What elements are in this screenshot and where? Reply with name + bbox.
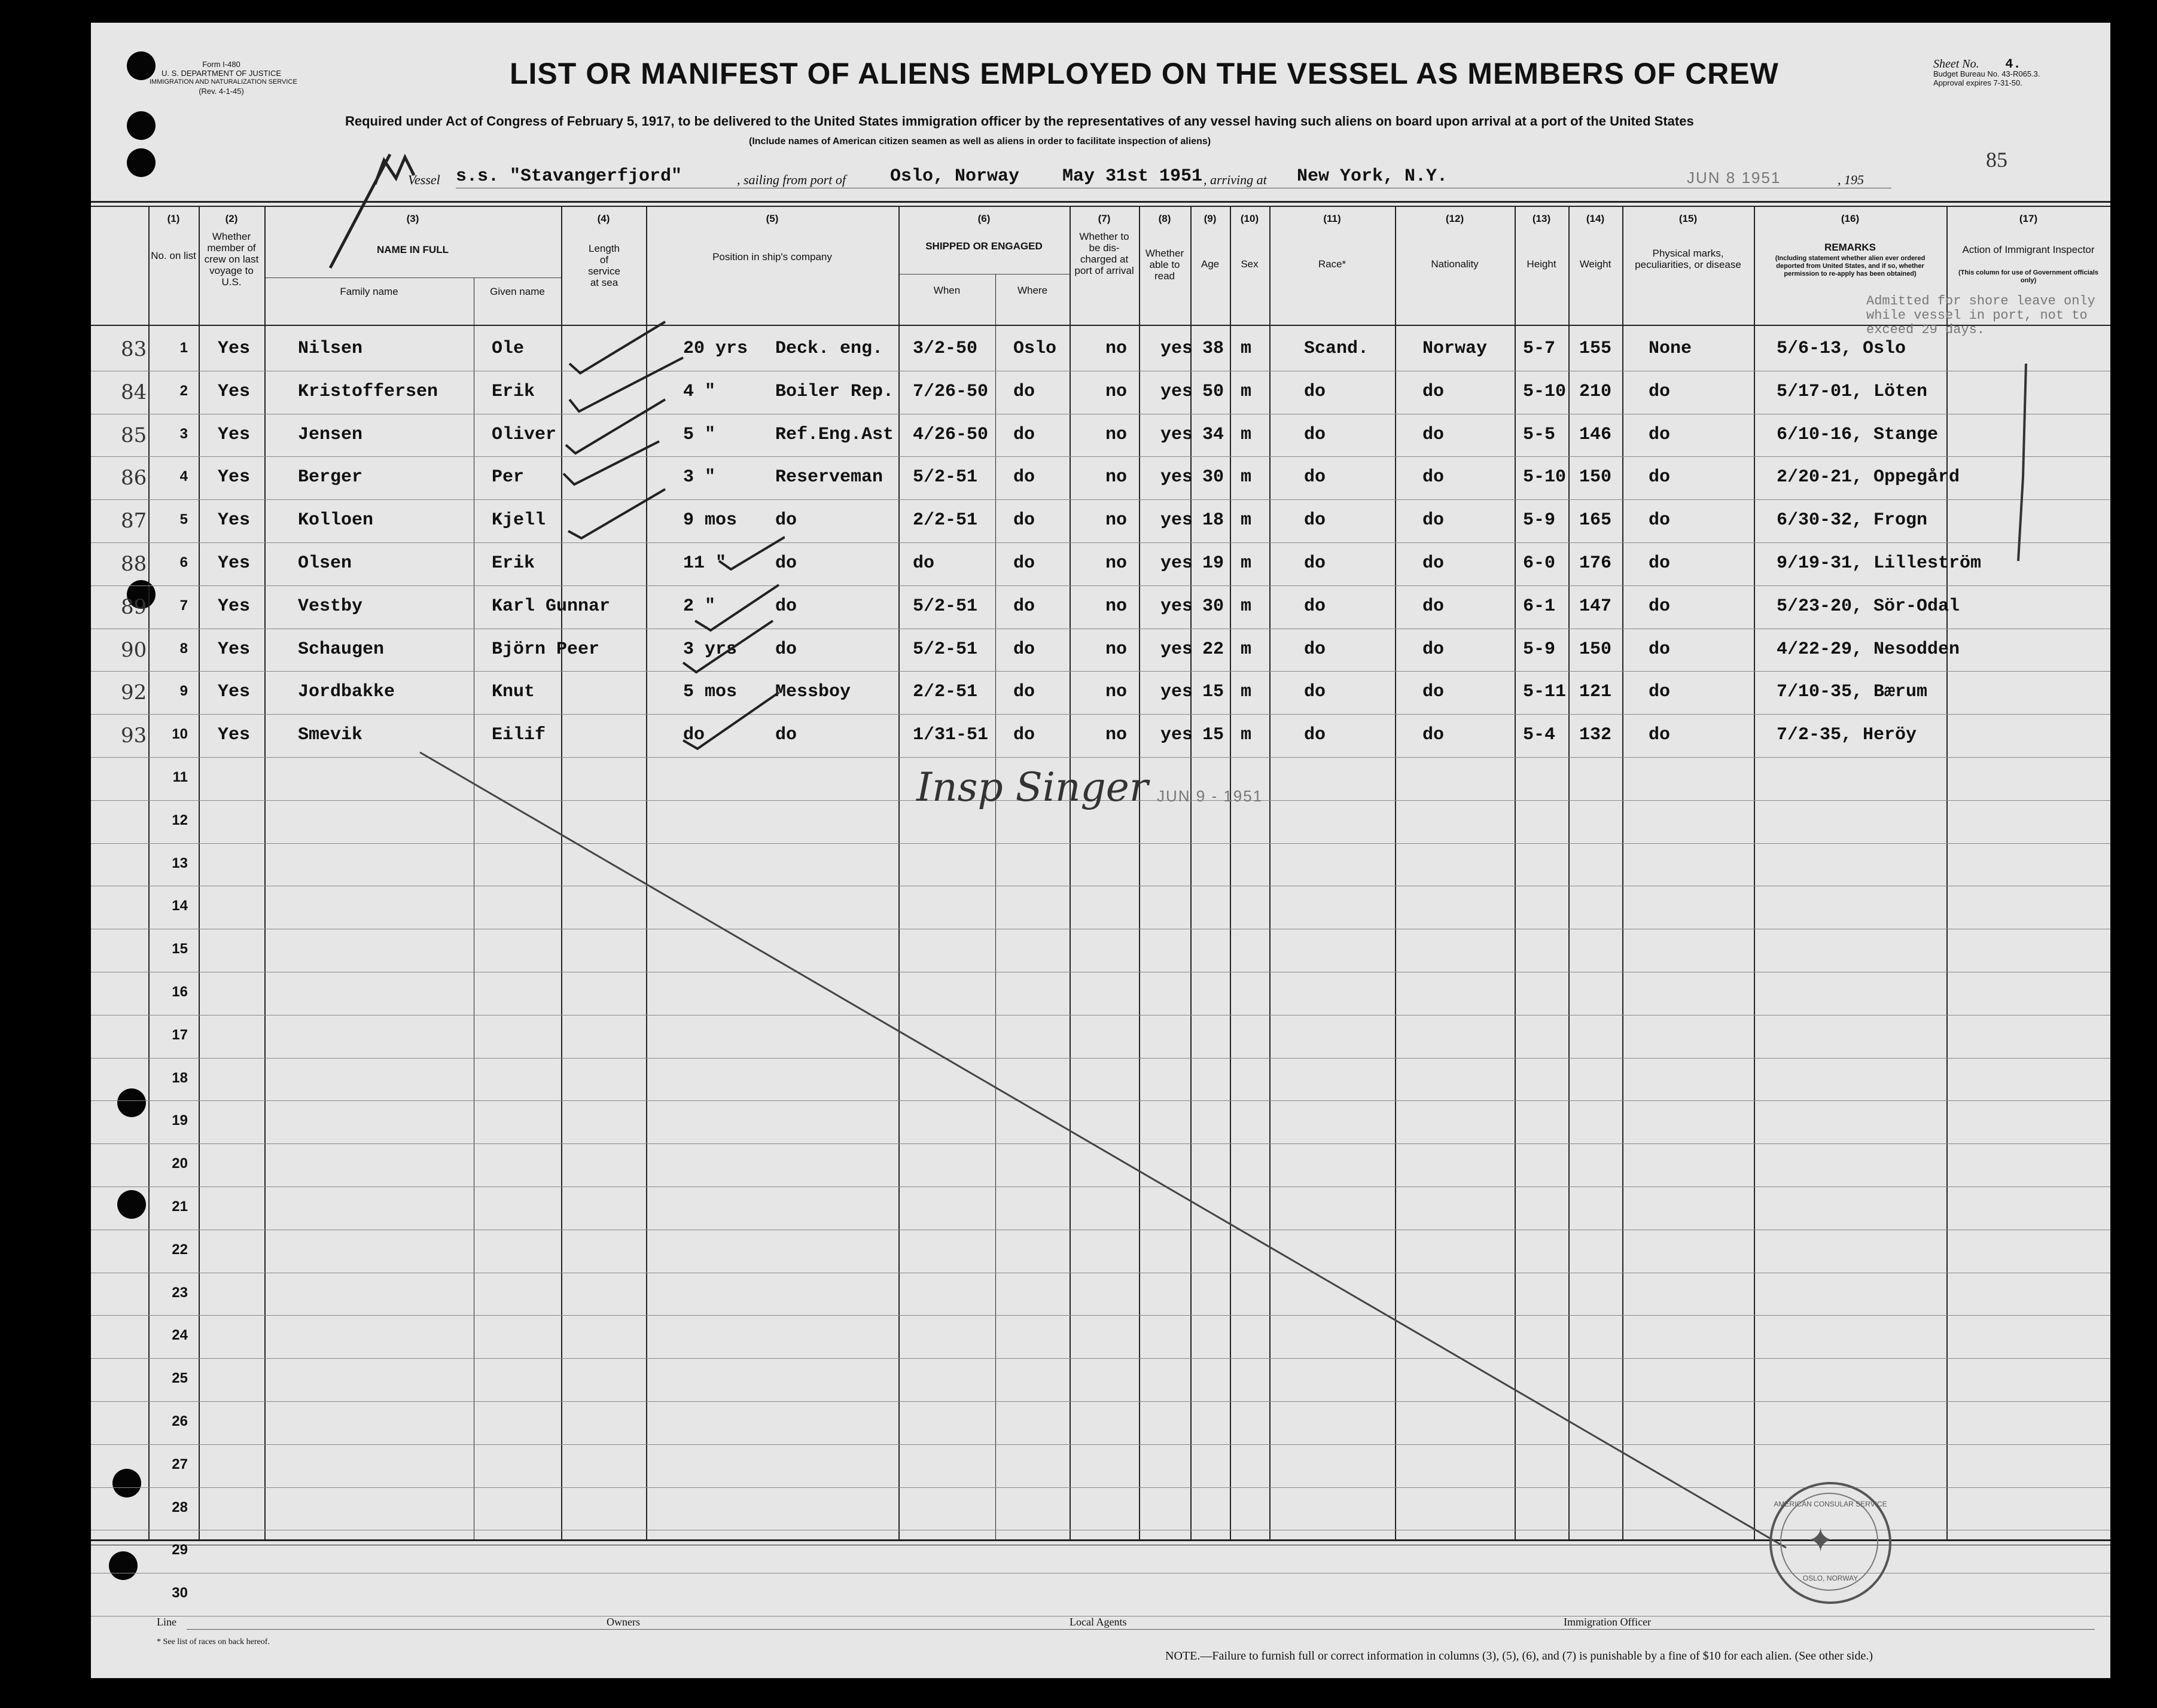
cell-read: yes (1160, 382, 1193, 402)
cell-marks: do (1649, 425, 1671, 445)
cell-nationality: do (1422, 682, 1445, 702)
row-number: 8 (179, 640, 188, 657)
cell-position: do (775, 596, 797, 617)
budget-bureau: Budget Bureau No. 43-R065.3. (1933, 69, 2040, 78)
cell-sex: m (1241, 425, 1252, 445)
row-number: 11 (172, 769, 188, 785)
cell-marks: do (1649, 510, 1671, 530)
cell-weight: 150 (1579, 467, 1612, 487)
cell-sex: m (1241, 553, 1252, 574)
cell-given: Erik (492, 553, 535, 574)
cell-crew: Yes (218, 682, 251, 702)
cell-read: yes (1160, 425, 1193, 445)
cell-where: do (1013, 425, 1035, 445)
seal-top-text: AMERICAN CONSULAR SERVICE (1774, 1500, 1887, 1508)
cell-service: 2 " (683, 596, 716, 617)
col-2-number: (2) (225, 213, 238, 224)
cell-read: yes (1160, 467, 1193, 487)
col-11-number: (11) (1323, 213, 1341, 224)
arrival-port: New York, N.Y. (1297, 166, 1448, 187)
cell-crew: Yes (218, 425, 251, 445)
row-number: 21 (172, 1198, 188, 1215)
cell-sex: m (1241, 682, 1252, 702)
row-number: 30 (172, 1585, 188, 1601)
col-1-header: No. on list (151, 250, 196, 261)
cell-marks: None (1649, 338, 1692, 359)
cell-height: 5-9 (1523, 510, 1556, 530)
col-6-when-header: When (933, 285, 961, 296)
cell-age: 19 (1202, 553, 1224, 574)
cell-sex: m (1241, 596, 1252, 617)
cell-service: 5 mos (683, 682, 738, 702)
subtitle: Required under Act of Congress of February 5, 1917, to be delivered to the United States immigration officer by the representatives of any vessel having such aliens on board upon arrival at a port of the United States (345, 114, 1694, 129)
cell-weight: 150 (1579, 639, 1612, 660)
cell-sex: m (1241, 639, 1252, 660)
col-2-header: Whether member of crew on last voyage to U.S. (204, 231, 259, 288)
col-17-note: (This column for use of Government officials only) (1958, 269, 2099, 284)
cell-when: 7/26-50 (913, 382, 989, 402)
cell-age: 30 (1202, 467, 1224, 487)
cell-family: Nilsen (298, 338, 363, 359)
cell-family: Kolloen (298, 510, 374, 530)
margin-number: 84 (121, 380, 147, 404)
cell-nationality: Norway (1422, 338, 1488, 359)
cell-age: 38 (1202, 338, 1224, 359)
cell-age: 22 (1202, 639, 1224, 660)
agency-line-2: IMMIGRATION AND NATURALIZATION SERVICE (150, 78, 297, 86)
col-7-header: Whether to be dis-charged at port of arrival (1074, 231, 1134, 276)
row-number: 9 (179, 683, 188, 699)
cell-age: 34 (1202, 425, 1224, 445)
col-15-number: (15) (1678, 213, 1698, 224)
cell-family: Schaugen (298, 639, 385, 660)
cell-crew: Yes (218, 553, 251, 574)
col-3-given-header: Given name (490, 286, 545, 297)
approval-expiry: Approval expires 7-31-50. (1933, 78, 2022, 87)
row-number: 6 (179, 554, 188, 571)
cell-discharged: no (1105, 467, 1128, 487)
cell-where: do (1013, 639, 1035, 660)
row-number: 28 (172, 1499, 188, 1515)
cell-nationality: do (1422, 425, 1445, 445)
seal-bottom-text: OSLO, NORWAY (1802, 1574, 1859, 1582)
col-11-header: Race* (1318, 258, 1346, 270)
row-number: 2 (179, 383, 188, 399)
cell-remarks: 4/22-29, Nesodden (1777, 639, 1960, 660)
subnote: (Include names of American citizen seamen as well as aliens in order to facilitate inspection of aliens) (749, 136, 1211, 147)
cell-when: do (913, 553, 935, 574)
row-number: 4 (179, 468, 188, 484)
cell-given: Knut (492, 682, 535, 702)
vessel-name: s.s. "Stavangerfjord" (456, 166, 683, 187)
row-number: 7 (179, 597, 188, 614)
cell-position: do (775, 639, 797, 660)
cell-given: Per (492, 467, 525, 487)
cell-position: Boiler Rep. (775, 382, 894, 402)
cell-height: 5-10 (1523, 382, 1567, 402)
arriving-label: , arriving at (1204, 172, 1267, 187)
cell-remarks: 5/6-13, Oslo (1777, 338, 1906, 359)
col-12-header: Nationality (1431, 258, 1479, 270)
cell-race: do (1304, 382, 1326, 402)
row-number: 20 (172, 1155, 188, 1172)
cell-crew: Yes (218, 382, 251, 402)
cell-crew: Yes (218, 725, 251, 745)
sheet-number: 4. (2005, 57, 2021, 72)
departure-date: May 31st 1951 (1062, 166, 1203, 187)
cell-given: Karl Gunnar (492, 596, 611, 617)
cell-remarks: 2/20-21, Oppegård (1777, 467, 1960, 487)
row-number: 27 (172, 1456, 188, 1472)
row-number: 22 (172, 1242, 188, 1258)
cell-height: 5-11 (1523, 682, 1567, 702)
cell-sex: m (1241, 338, 1252, 359)
cell-sex: m (1241, 382, 1252, 402)
penalty-note: NOTE.—Failure to furnish full or correct information in columns (3), (5), (6), and (7) is punishable by a fine of $10 for each alien. (See other side.) (1165, 1649, 1873, 1663)
cell-race: do (1304, 553, 1326, 574)
form-revision: (Rev. 4-1-45) (199, 87, 244, 96)
cell-where: do (1013, 553, 1035, 574)
col-10-header: Sex (1241, 258, 1259, 270)
cell-position: do (775, 553, 797, 574)
cell-marks: do (1649, 725, 1671, 745)
cell-service: 5 " (683, 425, 716, 445)
cell-marks: do (1649, 639, 1671, 660)
cell-remarks: 5/17-01, Löten (1777, 382, 1928, 402)
eagle-icon: ✦ (1806, 1523, 1835, 1560)
col-16-number: (16) (1841, 213, 1860, 224)
cell-family: Berger (298, 467, 363, 487)
page-number: 85 (1986, 148, 2007, 172)
col-1-number: (1) (167, 213, 180, 224)
cell-when: 1/31-51 (913, 725, 989, 745)
col-7-number: (7) (1098, 213, 1111, 224)
consular-seal (1769, 1482, 1891, 1604)
row-number: 3 (179, 426, 188, 442)
cell-height: 6-1 (1523, 596, 1556, 617)
cell-when: 4/26-50 (913, 425, 989, 445)
vessel-label: Vessel (408, 172, 440, 187)
cell-age: 15 (1202, 725, 1224, 745)
col-12-number: (12) (1445, 213, 1464, 224)
cell-given: Eilif (492, 725, 546, 745)
col-4-number: (4) (597, 213, 610, 224)
row-number: 16 (172, 984, 188, 1000)
margin-number: 89 (121, 595, 147, 619)
cell-service: 11 " (683, 553, 727, 574)
cell-sex: m (1241, 510, 1252, 530)
arrival-stamp: JUN 8 1951 (1687, 169, 1781, 187)
cell-race: do (1304, 467, 1326, 487)
sheet-label: Sheet No. (1933, 57, 1979, 71)
cell-race: do (1304, 425, 1326, 445)
cell-nationality: do (1422, 639, 1445, 660)
cell-read: yes (1160, 682, 1193, 702)
cell-remarks: 5/23-20, Sör-Odal (1777, 596, 1960, 617)
cell-read: yes (1160, 553, 1193, 574)
cell-given: Ole (492, 338, 525, 359)
cell-where: do (1013, 725, 1035, 745)
col-14-header: Weight (1579, 258, 1611, 270)
row-number: 17 (172, 1027, 188, 1043)
row-number: 10 (172, 726, 188, 742)
margin-number: 88 (121, 552, 147, 576)
cell-given: Kjell (492, 510, 546, 530)
cell-weight: 155 (1579, 338, 1612, 359)
cell-marks: do (1649, 382, 1671, 402)
cell-position: Deck. eng. (775, 338, 883, 359)
cell-race: do (1304, 725, 1326, 745)
cell-weight: 121 (1579, 682, 1612, 702)
cell-read: yes (1160, 725, 1193, 745)
cell-position: Reserveman (775, 467, 883, 487)
cancel-line (91, 23, 2110, 1678)
row-number: 26 (172, 1413, 188, 1429)
margin-number: 83 (121, 337, 147, 361)
cell-read: yes (1160, 596, 1193, 617)
cell-where: do (1013, 682, 1035, 702)
cell-where: do (1013, 382, 1035, 402)
cell-discharged: no (1105, 596, 1128, 617)
cell-read: yes (1160, 639, 1193, 660)
cell-age: 50 (1202, 382, 1224, 402)
cell-height: 5-4 (1523, 725, 1556, 745)
cell-height: 5-10 (1523, 467, 1567, 487)
col-14-number: (14) (1586, 213, 1605, 224)
cell-given: Oliver (492, 425, 557, 445)
col-10-number: (10) (1240, 213, 1259, 224)
col-13-number: (13) (1532, 213, 1551, 224)
cell-when: 2/2-51 (913, 510, 978, 530)
col-13-header: Height (1527, 258, 1556, 270)
cell-where: Oslo (1013, 338, 1057, 359)
cell-race: do (1304, 639, 1326, 660)
inspector-stamp: JUN 9 - 1951 (1157, 787, 1263, 805)
cell-marks: do (1649, 596, 1671, 617)
col-3-family-header: Family name (340, 286, 398, 297)
footer-line-label: Line (157, 1616, 176, 1628)
cell-service: 20 yrs (683, 338, 748, 359)
departure-port: Oslo, Norway (890, 166, 1020, 187)
cell-nationality: do (1422, 725, 1445, 745)
cell-marks: do (1649, 553, 1671, 574)
footer-owners-label: Owners (607, 1616, 640, 1628)
cell-service: 9 mos (683, 510, 738, 530)
cell-age: 30 (1202, 596, 1224, 617)
margin-number: 92 (121, 681, 147, 704)
cell-nationality: do (1422, 467, 1445, 487)
footer-agents-label: Local Agents (1070, 1616, 1127, 1628)
cell-weight: 176 (1579, 553, 1612, 574)
cell-family: Olsen (298, 553, 352, 574)
margin-number: 85 (121, 423, 147, 447)
form-number: Form I-480 (202, 60, 240, 69)
cell-discharged: no (1105, 725, 1128, 745)
cell-nationality: do (1422, 596, 1445, 617)
cell-read: yes (1160, 510, 1193, 530)
cell-when: 5/2-51 (913, 596, 978, 617)
cell-family: Jordbakke (298, 682, 395, 702)
col-16-note: (Including statement whether alien ever ordered deported from United States, and if so, whether permission to re-apply has been obtained) (1775, 255, 1926, 277)
col-3-number: (3) (406, 213, 419, 224)
cell-height: 5-9 (1523, 639, 1556, 660)
cell-read: yes (1160, 338, 1193, 359)
row-number: 18 (172, 1070, 188, 1086)
col-16-header: REMARKS (1824, 242, 1876, 253)
col-6-where-header: Where (1017, 285, 1048, 296)
col-3-header: NAME IN FULL (377, 244, 449, 255)
cell-family: Jensen (298, 425, 363, 445)
cell-weight: 132 (1579, 725, 1612, 745)
cell-sex: m (1241, 725, 1252, 745)
footer-officer-label: Immigration Officer (1564, 1616, 1652, 1628)
cell-discharged: no (1105, 553, 1128, 574)
page-title: LIST OR MANIFEST OF ALIENS EMPLOYED ON THE VESSEL AS MEMBERS OF CREW (510, 57, 1779, 90)
cell-height: 5-7 (1523, 338, 1556, 359)
col-8-number: (8) (1158, 213, 1171, 224)
cell-remarks: 7/10-35, Bærum (1777, 682, 1928, 702)
cell-nationality: do (1422, 382, 1445, 402)
cell-nationality: do (1422, 510, 1445, 530)
row-number: 24 (172, 1327, 188, 1343)
cell-position: Ref.Eng.Ast (775, 425, 894, 445)
cell-position: do (775, 725, 797, 745)
cell-age: 18 (1202, 510, 1224, 530)
cell-remarks: 6/30-32, Frogn (1777, 510, 1928, 530)
cell-when: 5/2-51 (913, 467, 978, 487)
row-number: 12 (172, 812, 188, 828)
shore-leave-note: Admitted for shore leave only while vessel in port, not to exceed 29 days. (1866, 294, 2095, 337)
cell-family: Vestby (298, 596, 363, 617)
col-5-header: Position in ship's company (712, 251, 832, 263)
cell-race: do (1304, 682, 1326, 702)
cell-position: Messboy (775, 682, 851, 702)
cell-discharged: no (1105, 639, 1128, 660)
row-number: 25 (172, 1370, 188, 1386)
cell-discharged: no (1105, 338, 1128, 359)
cell-sex: m (1241, 467, 1252, 487)
manifest-sheet (91, 23, 2110, 1678)
cell-discharged: no (1105, 682, 1128, 702)
cell-race: do (1304, 510, 1326, 530)
cell-crew: Yes (218, 596, 251, 617)
cell-height: 6-0 (1523, 553, 1556, 574)
cell-service: do (683, 725, 705, 745)
col-9-header: Age (1201, 258, 1220, 270)
cell-service: 3 " (683, 467, 716, 487)
races-note: * See list of races on back hereof. (157, 1637, 270, 1646)
col-9-number: (9) (1204, 213, 1217, 224)
cell-remarks: 9/19-31, Lilleström (1777, 553, 1982, 574)
margin-number: 93 (121, 724, 147, 748)
margin-number: 86 (121, 466, 147, 490)
cell-weight: 165 (1579, 510, 1612, 530)
cell-weight: 210 (1579, 382, 1612, 402)
cell-when: 3/2-50 (913, 338, 978, 359)
cell-remarks: 7/2-35, Heröy (1777, 725, 1917, 745)
row-number: 15 (172, 941, 188, 957)
cell-crew: Yes (218, 510, 251, 530)
cell-position: do (775, 510, 797, 530)
cell-discharged: no (1105, 510, 1128, 530)
cell-service: 4 " (683, 382, 716, 402)
cell-weight: 147 (1579, 596, 1612, 617)
cell-weight: 146 (1579, 425, 1612, 445)
cell-where: do (1013, 510, 1035, 530)
cell-when: 2/2-51 (913, 682, 978, 702)
cell-race: do (1304, 596, 1326, 617)
cell-discharged: no (1105, 425, 1128, 445)
sailing-label: , sailing from port of (737, 172, 846, 187)
cell-discharged: no (1105, 382, 1128, 402)
cell-family: Kristoffersen (298, 382, 438, 402)
row-number: 19 (172, 1112, 188, 1128)
col-4-header: Length of service at sea (588, 243, 620, 288)
margin-number: 87 (121, 509, 147, 533)
cell-family: Smevik (298, 725, 363, 745)
cell-where: do (1013, 596, 1035, 617)
col-6-number: (6) (977, 213, 991, 224)
cell-service: 3 yrs (683, 639, 738, 660)
inspector-signature: Insp Singer (916, 764, 1148, 810)
row-number: 5 (179, 511, 188, 527)
year-suffix: , 195 (1838, 172, 1864, 187)
cell-height: 5-5 (1523, 425, 1556, 445)
cell-crew: Yes (218, 467, 251, 487)
cell-race: Scand. (1304, 338, 1369, 359)
row-number: 23 (172, 1285, 188, 1301)
col-15-header: Physical marks, peculiarities, or disease (1635, 248, 1741, 270)
row-number: 14 (172, 898, 188, 914)
cell-marks: do (1649, 682, 1671, 702)
cell-given: Björn Peer (492, 639, 600, 660)
col-6-header: SHIPPED OR ENGAGED (925, 240, 1043, 252)
col-8-header: Whether able to read (1145, 248, 1184, 282)
cell-crew: Yes (218, 639, 251, 660)
cell-crew: Yes (218, 338, 251, 359)
col-17-header: Action of Immigrant Inspector (1962, 244, 2095, 255)
cell-when: 5/2-51 (913, 639, 978, 660)
margin-number: 90 (121, 638, 147, 662)
row-number: 13 (172, 855, 188, 871)
cell-remarks: 6/10-16, Stange (1777, 425, 1939, 445)
cell-nationality: do (1422, 553, 1445, 574)
cell-age: 15 (1202, 682, 1224, 702)
cell-where: do (1013, 467, 1035, 487)
cell-given: Erik (492, 382, 535, 402)
agency-line-1: U. S. DEPARTMENT OF JUSTICE (161, 69, 282, 78)
row-number: 1 (179, 340, 188, 356)
col-5-number: (5) (766, 213, 779, 224)
row-number: 29 (172, 1542, 188, 1558)
col-17-number: (17) (2019, 213, 2038, 224)
cell-marks: do (1649, 467, 1671, 487)
